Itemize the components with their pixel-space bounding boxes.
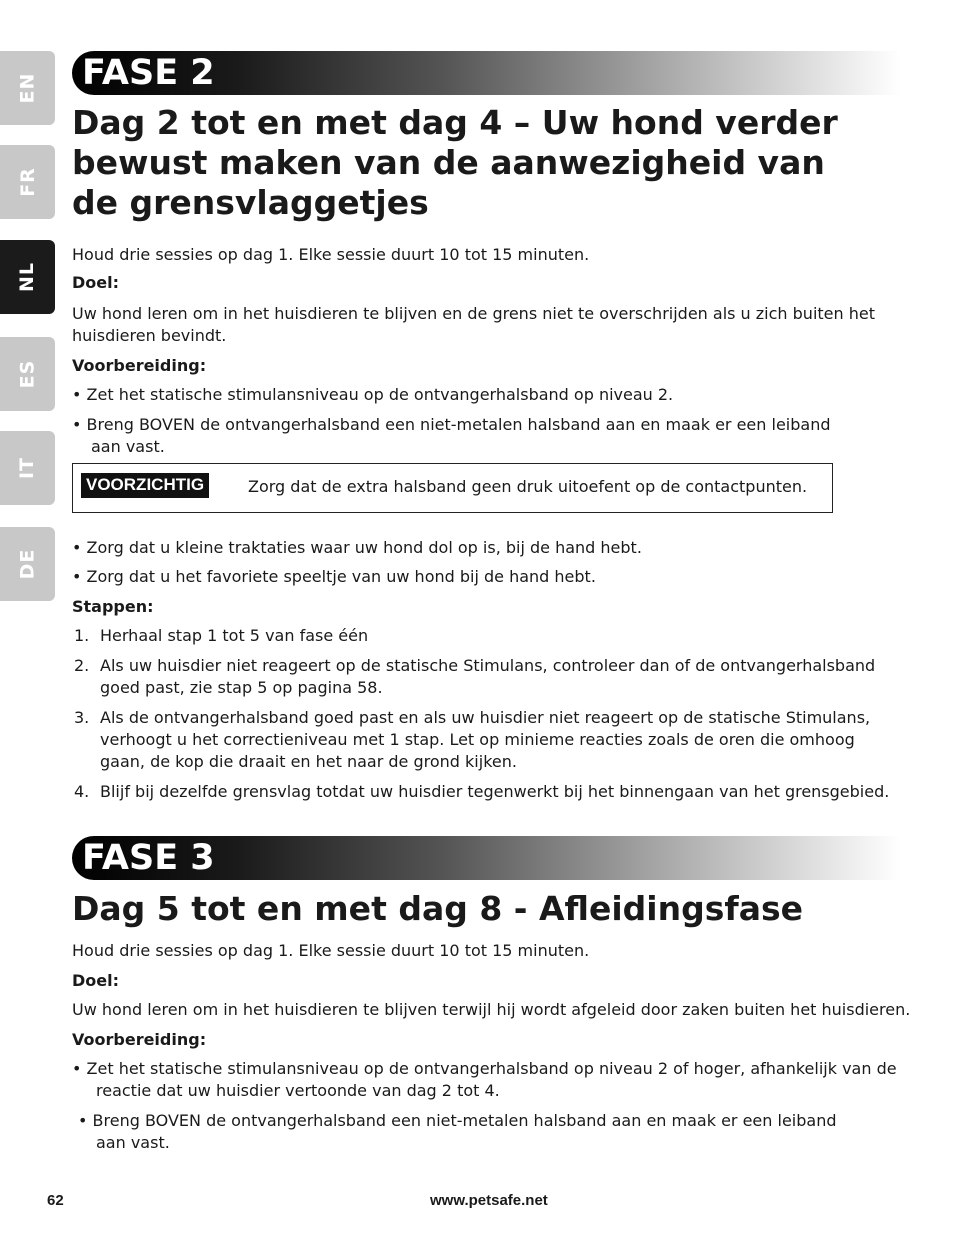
step-line: Als uw huisdier niet reageert op de statische Stimulans, controleer dan of de ontvangerhalsband [100,656,876,675]
caution-text: Zorg dat de extra halsband geen druk uitoefent op de contactpunten. [248,477,808,496]
lang-tab-de[interactable] [0,527,55,601]
fase2-doel-heading: Doel: [72,273,120,292]
fase3-bullet: • Breng BOVEN de ontvangerhalsband een niet-metalen halsband aan en maak er een leiband [78,1111,837,1130]
footer-url[interactable]: www.petsafe.net [430,1192,548,1209]
caution-label: VOORZICHTIG [81,473,209,498]
lang-tab-label: EN [16,72,39,104]
step-line: gaan, de kop die draait en het naar de grond kijken. [100,752,517,771]
fase2-voorbereiding-heading: Voorbereiding: [72,356,207,375]
fase2-doel-line: Uw hond leren om in het huisdieren te blijven en de grens niet te overschrijden als u zich buiten het [72,304,875,323]
fase3-bullet-cont: reactie dat uw huisdier vertoonde van dag 2 tot 4. [96,1081,500,1100]
step-line: Blijf bij dezelfde grensvlag totdat uw huisdier tegenwerkt bij het binnengaan van het grensgebied. [100,782,890,801]
page-number: 62 [47,1192,64,1209]
fase3-voorbereiding-heading: Voorbereiding: [72,1030,207,1049]
step-line: verhoogt u het correctieniveau met 1 stap. Let op minieme reacties zoals de oren die omhoog [100,730,855,749]
fase2-title-line: bewust maken van de aanwezigheid van [72,143,825,182]
step-number: 1. [74,626,90,645]
lang-tab-nl[interactable] [0,240,55,314]
lang-tab-label: NL [16,261,39,293]
lang-tab-label: IT [16,456,39,480]
lang-tab-it[interactable] [0,431,55,505]
fase2-title-line: Dag 2 tot en met dag 4 – Uw hond verder [72,103,838,142]
step-number: 4. [74,782,90,801]
step-line: Als de ontvangerhalsband goed past en als uw huisdier niet reageert op de statische Stimulans, [100,708,871,727]
fase3-banner [72,836,900,880]
fase2-bullet: • Zorg dat u het favoriete speeltje van uw hond bij de hand hebt. [72,567,596,586]
step-line: goed past, zie stap 5 op pagina 58. [100,678,383,697]
fase2-banner-label: FASE 2 [82,53,215,93]
fase2-bullet: • Zet het statische stimulansniveau op de ontvangerhalsband op niveau 2. [72,385,674,404]
caution-box [72,463,833,513]
fase2-stappen-heading: Stappen: [72,597,154,616]
lang-tab-label: FR [16,167,39,197]
fase3-intro: Houd drie sessies op dag 1. Elke sessie duurt 10 tot 15 minuten. [72,941,590,960]
fase2-banner [72,51,900,95]
step-number: 2. [74,656,90,675]
fase2-title [72,103,838,223]
fase3-doel-heading: Doel: [72,971,120,990]
fase3-doel: Uw hond leren om in het huisdieren te blijven terwijl hij wordt afgeleid door zaken buiten het huisdieren. [72,1000,911,1019]
fase3-bullet-cont: aan vast. [96,1133,170,1152]
fase2-bullet: • Breng BOVEN de ontvangerhalsband een niet-metalen halsband aan en maak er een leiband [72,415,831,434]
fase2-doel-line: huisdieren bevindt. [72,326,227,345]
fase3-banner-label: FASE 3 [82,838,215,878]
lang-tab-fr[interactable] [0,145,55,219]
lang-tab-label: ES [16,359,39,389]
step-number: 3. [74,708,90,727]
step-line: Herhaal stap 1 tot 5 van fase één [100,626,369,645]
fase2-bullet-cont: aan vast. [91,437,165,456]
lang-tab-label: DE [16,548,39,580]
fase2-title-line: de grensvlaggetjes [72,183,429,222]
fase2-intro: Houd drie sessies op dag 1. Elke sessie duurt 10 tot 15 minuten. [72,245,590,264]
fase2-bullet: • Zorg dat u kleine traktaties waar uw hond dol op is, bij de hand hebt. [72,538,642,557]
fase3-title: Dag 5 tot en met dag 8 - Afleidingsfase [72,889,803,928]
lang-tab-en[interactable] [0,51,55,125]
lang-tab-es[interactable] [0,337,55,411]
fase3-bullet: • Zet het statische stimulansniveau op de ontvangerhalsband op niveau 2 of hoger, afhankelijk van de [72,1059,897,1078]
